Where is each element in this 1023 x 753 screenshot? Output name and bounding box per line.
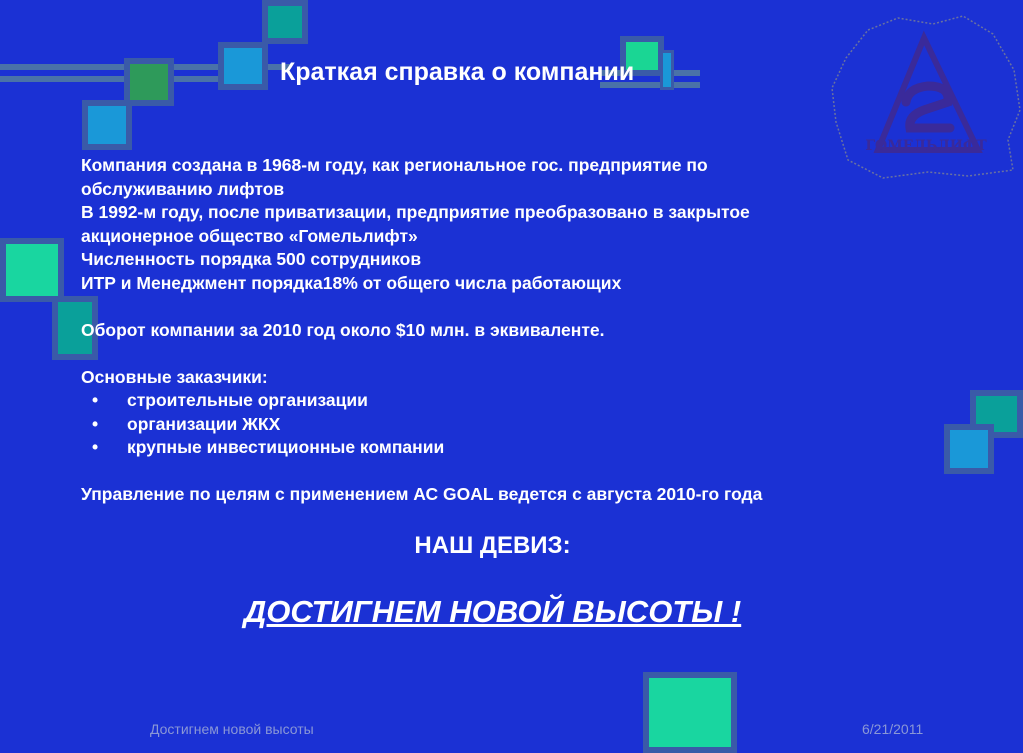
list-item-text: организации ЖКХ bbox=[127, 413, 281, 434]
list-item-text: крупные инвестиционные компании bbox=[127, 437, 445, 457]
decorative-square bbox=[218, 42, 268, 90]
logo-text: ГОМЕЛЬЛИФТ bbox=[865, 138, 987, 154]
decorative-square bbox=[262, 0, 308, 44]
management-line: Управление по целям с применением АС GOAL ведется с августа 2010-го года bbox=[81, 484, 763, 504]
list-item bbox=[81, 389, 941, 413]
decorative-square bbox=[944, 424, 994, 474]
decorative-square bbox=[643, 672, 737, 753]
decorative-square bbox=[82, 100, 132, 150]
swirl-icon bbox=[906, 86, 950, 128]
decorative-square bbox=[660, 50, 674, 90]
slide-body bbox=[81, 154, 941, 507]
body-line: Компания создана в 1968-м году, как региональное гос. предприятие по bbox=[81, 155, 708, 175]
bullet-icon: • bbox=[92, 390, 99, 410]
bullet-icon: • bbox=[92, 437, 99, 457]
motto-heading: НАШ ДЕВИЗ: bbox=[414, 532, 571, 559]
slide-title: Краткая справка о компании bbox=[280, 58, 635, 86]
body-line: акционерное общество «Гомельлифт» bbox=[81, 225, 418, 246]
list-item-text: строительные организации bbox=[127, 390, 368, 410]
bullet-icon: • bbox=[92, 413, 99, 434]
body-line: обслуживанию лифтов bbox=[81, 178, 285, 199]
body-line: В 1992-м году, после приватизации, предприятие преобразовано в закрытое bbox=[81, 202, 750, 222]
body-line: ИТР и Менеджмент порядка18% от общего числа работающих bbox=[81, 272, 622, 293]
body-line: Оборот компании за 2010 год около $10 млн. в эквиваленте. bbox=[81, 319, 605, 340]
triangle-icon bbox=[878, 38, 978, 150]
footer-date: 6/21/2011 bbox=[862, 721, 924, 737]
decorative-square bbox=[0, 238, 64, 302]
footer-text: Достигнем новой высоты bbox=[150, 721, 314, 737]
list-item bbox=[81, 436, 941, 460]
list-item bbox=[81, 413, 941, 437]
body-line: Численность порядка 500 сотрудников bbox=[81, 249, 422, 269]
customers-heading: Основные заказчики: bbox=[81, 366, 268, 387]
decorative-bar bbox=[0, 76, 240, 82]
motto: ДОСТИГНЕМ НОВОЙ ВЫСОТЫ ! bbox=[243, 594, 742, 629]
decorative-square bbox=[124, 58, 174, 106]
